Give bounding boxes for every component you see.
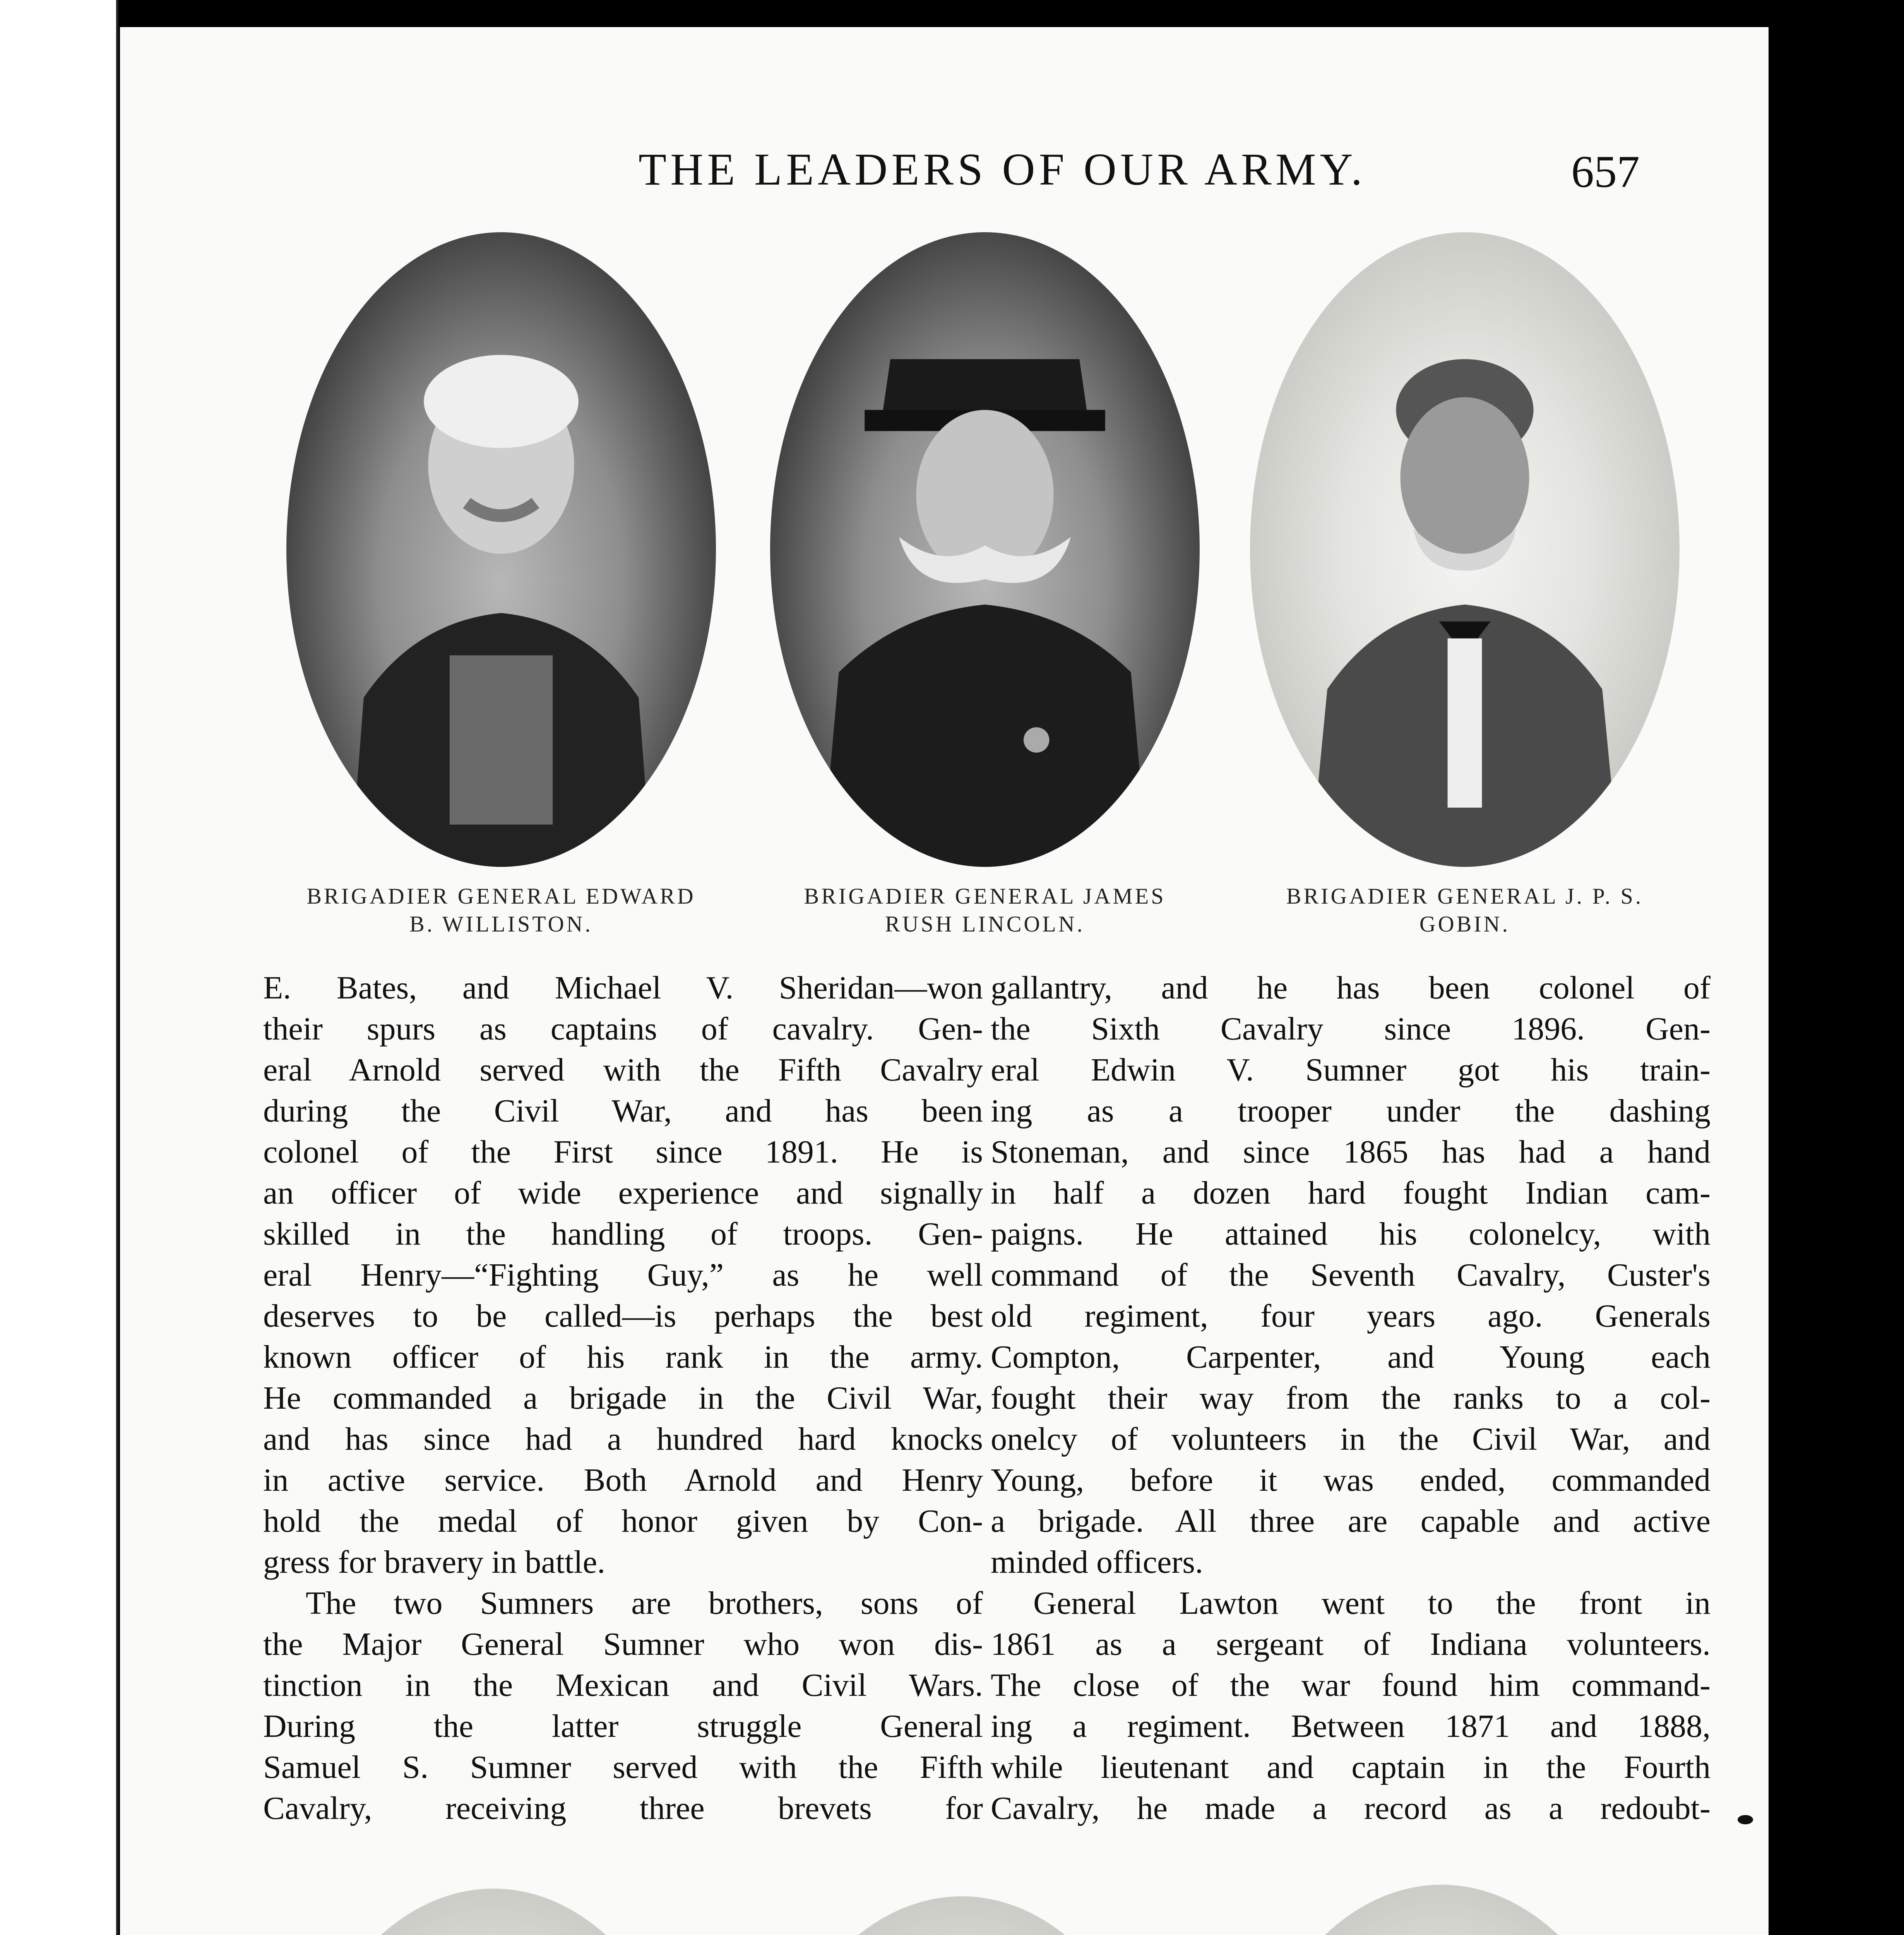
text-line: Samuel S. Sumner served with the Fifth [263, 1749, 983, 1785]
portrait-williston [286, 232, 716, 867]
text-line: and has since had a hundred hard knocks [263, 1421, 983, 1457]
text-line: gallantry, and he has been colonel of [991, 970, 1711, 1006]
text-line: paigns. He attained his colonelcy, with [991, 1216, 1711, 1252]
portrait-powell-image [1227, 1885, 1656, 1935]
body-right-column [991, 968, 1711, 1829]
text-line: onelcy of volunteers in the Civil War, and [991, 1421, 1711, 1457]
portrait-smith-image [279, 1889, 708, 1935]
text-line: during the Civil War, and has been [263, 1093, 983, 1129]
text-line: eral Henry—“Fighting Guy,” as he well [263, 1257, 983, 1293]
portrait-powell [1227, 1885, 1656, 1935]
caption-gobin: BRIGADIER GENERAL J. P. S. GOBIN. [1286, 884, 1644, 937]
text-line: tinction in the Mexican and Civil Wars. [263, 1667, 983, 1703]
text-line: Compton, Carpenter, and Young each [991, 1339, 1711, 1375]
facing-page-edge [0, 0, 116, 1935]
text-line: skilled in the handling of troops. Gen- [263, 1216, 983, 1252]
text-line: He commanded a brigade in the Civil War, [263, 1380, 983, 1416]
caption-williston: BRIGADIER GENERAL EDWARD B. WILLISTON. [306, 884, 696, 937]
text-line: an officer of wide experience and signally [263, 1175, 983, 1211]
text-line: gress for bravery in battle. [263, 1544, 606, 1580]
portrait-miles-image [747, 1896, 1176, 1935]
text-line: the Sixth Cavalry since 1896. Gen- [991, 1011, 1711, 1047]
scan-speck [1738, 1815, 1753, 1824]
portrait-williston-image [286, 232, 716, 867]
text-line: ing a regiment. Between 1871 and 1888, [991, 1708, 1711, 1744]
text-line: The close of the war found him command- [991, 1667, 1711, 1703]
portrait-lincoln [770, 232, 1200, 867]
text-line: colonel of the First since 1891. He is [263, 1134, 983, 1170]
text-line: General Lawton went to the front in [1033, 1585, 1711, 1621]
text-line: The two Sumners are brothers, sons of [306, 1585, 983, 1621]
text-line: hold the medal of honor given by Con- [263, 1503, 983, 1539]
text-line: 1861 as a sergeant of Indiana volunteers. [991, 1626, 1711, 1662]
text-line: in half a dozen hard fought Indian cam- [991, 1175, 1711, 1211]
text-line: eral Arnold served with the Fifth Cavalry [263, 1052, 983, 1088]
text-line: their spurs as captains of cavalry. Gen- [263, 1011, 983, 1047]
text-line: known officer of his rank in the army. [263, 1339, 983, 1375]
text-line: fought their way from the ranks to a col- [991, 1380, 1711, 1416]
portrait-miles [747, 1896, 1176, 1935]
text-line: Stoneman, and since 1865 has had a hand [991, 1134, 1711, 1170]
text-line: Cavalry, he made a record as a redoubt- [991, 1790, 1711, 1826]
text-line: E. Bates, and Michael V. Sheridan—won [263, 970, 983, 1006]
text-line: minded officers. [991, 1544, 1203, 1580]
text-line: Cavalry, receiving three brevets for [263, 1790, 983, 1826]
body-left-column [263, 968, 983, 1829]
portrait-lincoln-image [770, 232, 1200, 867]
portrait-gobin [1250, 232, 1680, 867]
text-line: the Major General Sumner who won dis- [263, 1626, 983, 1662]
text-line: ing as a trooper under the dashing [991, 1093, 1711, 1129]
page-number: 657 [1571, 146, 1640, 197]
running-head: THE LEADERS OF OUR ARMY. [639, 144, 1366, 195]
text-line: a brigade. All three are capable and active [991, 1503, 1711, 1539]
portrait-smith [279, 1889, 708, 1935]
text-line: Young, before it was ended, commanded [991, 1462, 1711, 1498]
text-line: while lieutenant and captain in the Fourth [991, 1749, 1711, 1785]
text-line: deserves to be called—is perhaps the best [263, 1298, 983, 1334]
text-line: old regiment, four years ago. Generals [991, 1298, 1711, 1334]
gutter-shadow [116, 0, 118, 1935]
portrait-gobin-image [1250, 232, 1680, 867]
text-line: in active service. Both Arnold and Henry [263, 1462, 983, 1498]
text-line: command of the Seventh Cavalry, Custer's [991, 1257, 1711, 1293]
caption-lincoln: BRIGADIER GENERAL JAMES RUSH LINCOLN. [804, 884, 1166, 937]
page-header [120, 143, 1769, 205]
text-line: eral Edwin V. Sumner got his train- [991, 1052, 1711, 1088]
page [120, 27, 1769, 1935]
text-line: During the latter struggle General [263, 1708, 983, 1744]
